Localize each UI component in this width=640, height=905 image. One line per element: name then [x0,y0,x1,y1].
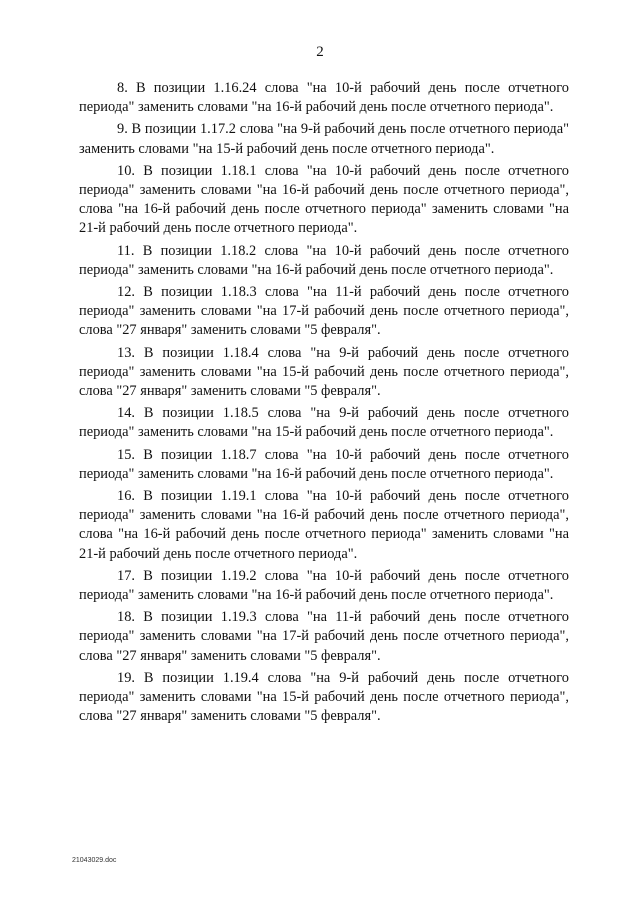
paragraph-item-17: 17. В позиции 1.19.2 слова "на 10-й рабочий день после отчетного периода" заменить словами "на 16-й рабочий день после отчетного периода". [79,567,569,604]
paragraph-item-11: 11. В позиции 1.18.2 слова "на 10-й рабочий день после отчетного периода" заменить словами "на 16-й рабочий день после отчетного периода". [79,242,569,278]
paragraph-item-13: 13. В позиции 1.18.4 слова "на 9-й рабочий день после отчетного периода" заменить словами "на 15-й рабочий день после отчетного периода", слова "27 января" заменить словами "5 февраля". [79,344,569,400]
document-filename-footer: 21043029.doc [72,857,117,864]
paragraph-item-12: 12. В позиции 1.18.3 слова "на 11-й рабочий день после отчетного периода" заменить словами "на 17-й рабочий день после отчетного периода", слова "27 января" заменить словами "5 февраля". [79,284,569,339]
paragraph-item-15: 15. В позиции 1.18.7 слова "на 10-й рабочий день после отчетного периода" заменить словами "на 16-й рабочий день после отчетного периода". [79,446,569,482]
paragraph-item-8: 8. В позиции 1.16.24 слова "на 10-й рабочий день после отчетного периода" заменить словами "на 16-й рабочий день после отчетного периода". [79,80,569,116]
paragraph-item-14: 14. В позиции 1.18.5 слова "на 9-й рабочий день после отчетного периода" заменить словами "на 15-й рабочий день после отчетного периода". [79,405,569,441]
document-body [79,79,569,730]
paragraph-item-9: 9. В позиции 1.17.2 слова "на 9-й рабочий день после отчетного периода" заменить словами "на 15-й рабочий день после отчетного периода". [79,121,569,157]
paragraph-item-10: 10. В позиции 1.18.1 слова "на 10-й рабочий день после отчетного периода" заменить словами "на 16-й рабочий день после отчетного периода", слова "на 16-й рабочий день после отчетного периода" заменить словами "на 21-й рабочий день после отчетного периода". [79,162,569,237]
paragraph-item-16: 16. В позиции 1.19.1 слова "на 10-й рабочий день после отчетного периода" заменить словами "на 16-й рабочий день после отчетного периода", слова "на 16-й рабочий день после отчетного периода" заменить словами "на 21-й рабочий день после отчетного периода". [79,488,569,562]
paragraph-item-19: 19. В позиции 1.19.4 слова "на 9-й рабочий день после отчетного периода" заменить словами "на 15-й рабочий день после отчетного периода", слова "27 января" заменить словами "5 февраля". [79,669,569,725]
page-number: 2 [316,44,324,60]
paragraph-item-18: 18. В позиции 1.19.3 слова "на 11-й рабочий день после отчетного периода" заменить словами "на 17-й рабочий день после отчетного периода", слова "27 января" заменить словами "5 февраля". [79,609,569,664]
